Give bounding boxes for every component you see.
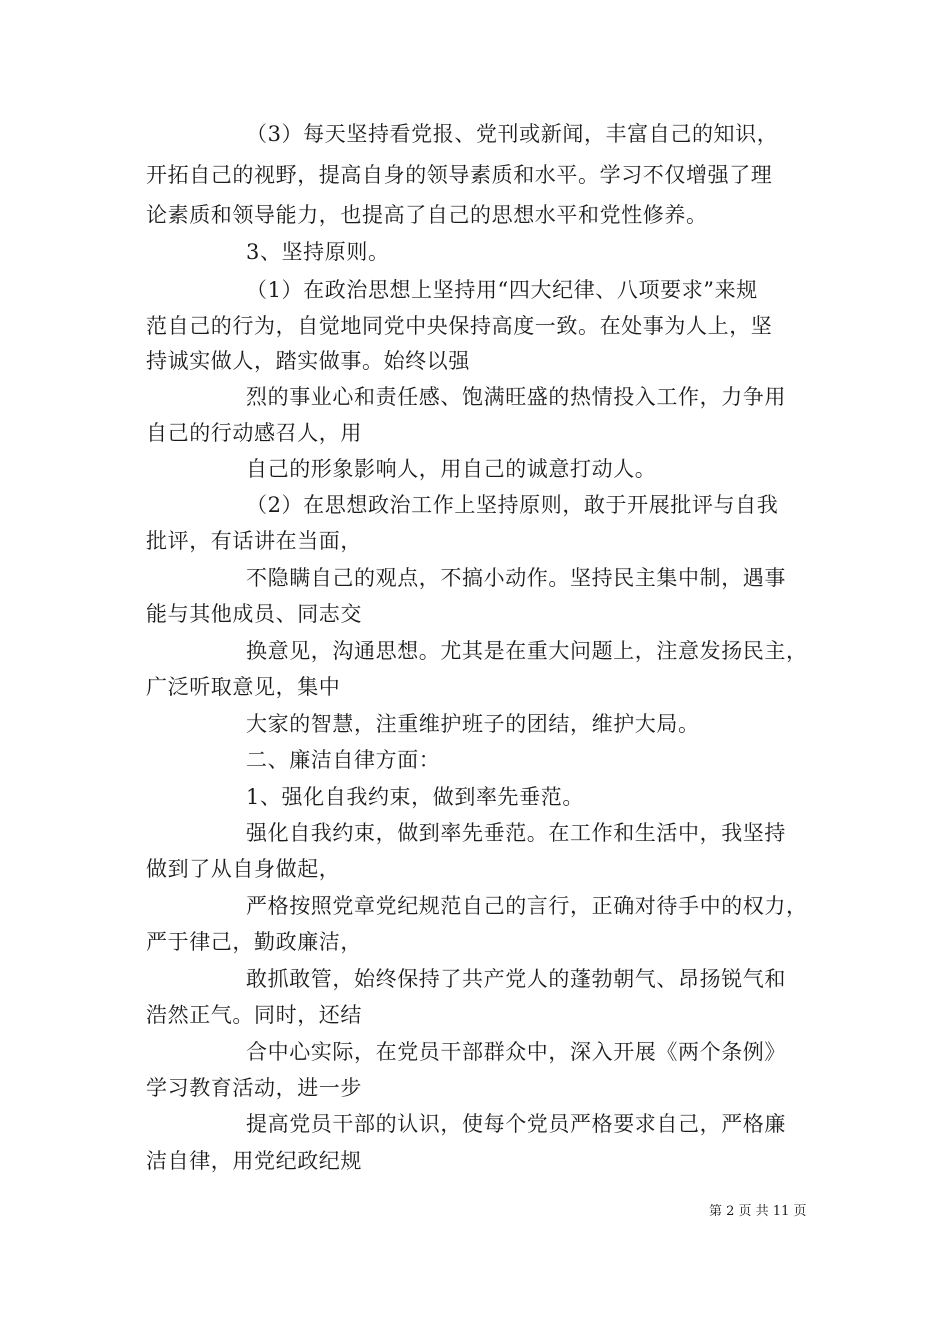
text-line: 浩然正气。同时，还结 <box>146 1003 362 1027</box>
text-line: 提高党员干部的认识，使每个党员严格要求自己，严格廉 <box>246 1112 786 1136</box>
text-line: 开拓自己的视野，提高自身的领导素质和水平。学习不仅增强了理 <box>146 163 773 187</box>
text-line: 强化自我约束，做到率先垂范。在工作和生活中，我坚持 <box>246 821 786 845</box>
text-line: 自己的形象影响人，用自己的诚意打动人。 <box>246 457 657 481</box>
text-line: 论素质和领导能力，也提高了自己的思想水平和党性修养。 <box>146 203 708 227</box>
text-line: 学习教育活动，进一步 <box>146 1076 362 1100</box>
text-line: 严于律己，勤政廉洁， <box>146 930 362 954</box>
text-line: 敢抓敢管，始终保持了共产党人的蓬勃朝气、昂扬锐气和 <box>246 967 786 991</box>
section-heading: 二、廉洁自律方面： <box>246 748 441 772</box>
text-line: 严格按照党章党纪规范自己的言行，正确对待手中的权力， <box>246 894 808 918</box>
text-line: 能与其他成员、同志交 <box>146 602 362 626</box>
text-line: 烈的事业心和责任感、饱满旺盛的热情投入工作，力争用 <box>246 385 786 409</box>
page-number-footer: 第 2 页 共 11 页 <box>709 1204 807 1219</box>
text-line: 批评，有话讲在当面， <box>146 529 362 553</box>
text-line: 自己的行动感召人，用 <box>146 421 362 445</box>
text-line: 大家的智慧，注重维护班子的团结，维护大局。 <box>246 712 700 736</box>
text-line: 做到了从自身做起， <box>146 857 341 881</box>
text-line: 持诚实做人，踏实做事。始终以强 <box>146 349 470 373</box>
text-line: 洁自律，用党纪政纪规 <box>146 1149 362 1173</box>
text-line: 广泛听取意见，集中 <box>146 675 341 699</box>
text-line: 不隐瞒自己的观点，不搞小动作。坚持民主集中制，遇事 <box>246 566 786 590</box>
text-line: （2）在思想政治工作上坚持原则，敢于开展批评与自我 <box>246 493 779 517</box>
text-line: （1）在政治思想上坚持用“四大纪律、八项要求”来规 <box>246 278 758 302</box>
text-line: 合中心实际，在党员干部群众中，深入开展《两个条例》 <box>246 1040 786 1064</box>
text-line: 范自己的行为，自觉地同党中央保持高度一致。在处事为人上，坚 <box>146 314 773 338</box>
text-line: 换意见，沟通思想。尤其是在重大问题上，注意发扬民主， <box>246 639 808 663</box>
text-line: （3）每天坚持看党报、党刊或新闻，丰富自己的知识， <box>246 122 779 146</box>
section-heading: 3、坚持原则。 <box>246 240 390 264</box>
subsection-heading: 1、强化自我约束，做到率先垂范。 <box>246 785 584 809</box>
